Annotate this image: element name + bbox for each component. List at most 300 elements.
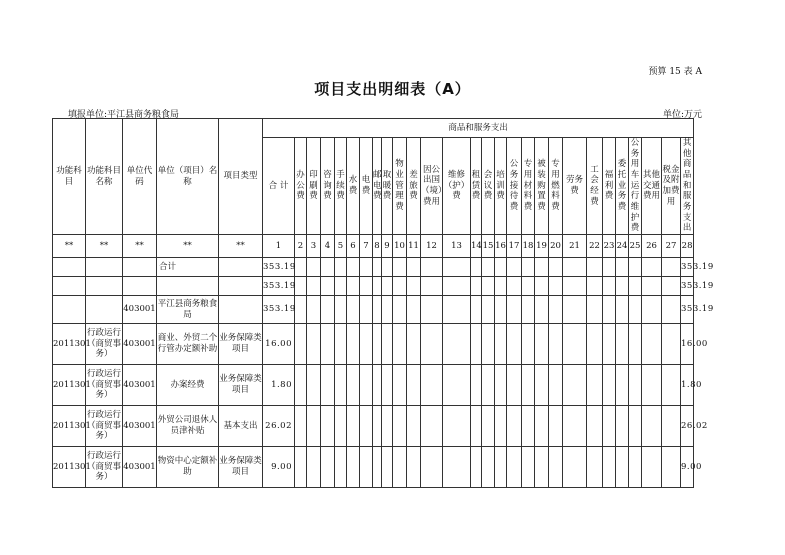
cell-empty	[335, 324, 347, 365]
cell-project-type	[219, 258, 263, 277]
cell-total: 353.19	[263, 277, 295, 296]
cell-empty	[307, 296, 321, 324]
cell-empty	[563, 324, 587, 365]
cell-empty	[522, 296, 535, 324]
cell-empty	[321, 447, 335, 488]
cell-function-name: 行政运行（商贸事务）	[86, 447, 123, 488]
cell-empty	[535, 365, 549, 406]
cell-other-expense: 9.00	[681, 447, 694, 488]
sub-header-27: 税金及附加费用	[662, 138, 681, 235]
cell-empty	[443, 365, 471, 406]
cell-empty	[443, 406, 471, 447]
cell-empty	[507, 296, 522, 324]
cell-empty	[629, 365, 642, 406]
cell-empty	[587, 365, 603, 406]
cell-project-type: 业务保障类项目	[219, 324, 263, 365]
cell-empty	[495, 406, 507, 447]
sub-header-4: 咨询费	[321, 138, 335, 235]
cell-other-expense: 353.19	[681, 296, 694, 324]
cell-empty	[307, 447, 321, 488]
cell-empty	[482, 447, 495, 488]
cell-empty	[407, 277, 421, 296]
cell-empty	[507, 258, 522, 277]
cell-project-name: 物资中心定额补助	[157, 447, 219, 488]
sub-header-20: 专用燃料费	[549, 138, 563, 235]
cell-empty	[495, 296, 507, 324]
cell-empty	[360, 324, 373, 365]
cell-empty	[393, 258, 407, 277]
cell-unit-code: 403001	[123, 365, 157, 406]
cell-total: 1.80	[263, 365, 295, 406]
column-number: 19	[535, 235, 549, 258]
cell-empty	[616, 365, 629, 406]
cell-other-expense: 353.19	[681, 258, 694, 277]
sub-header-22: 工会经费	[587, 138, 603, 235]
cell-empty	[507, 447, 522, 488]
cell-function-code: 2011301	[53, 447, 86, 488]
cell-empty	[522, 324, 535, 365]
cell-empty	[603, 324, 616, 365]
cell-empty	[421, 324, 443, 365]
sub-header-26: 其他交通费用	[642, 138, 662, 235]
cell-empty	[382, 365, 393, 406]
cell-empty	[373, 296, 382, 324]
cell-function-name: 行政运行（商贸事务）	[86, 324, 123, 365]
sub-header-17: 公务接待费	[507, 138, 522, 235]
sub-header-2: 办公费	[295, 138, 307, 235]
cell-empty	[471, 365, 482, 406]
cell-empty	[549, 277, 563, 296]
cell-empty	[421, 365, 443, 406]
cell-empty	[616, 447, 629, 488]
cell-empty	[321, 365, 335, 406]
cell-empty	[373, 324, 382, 365]
column-number: 22	[587, 235, 603, 258]
cell-empty	[471, 324, 482, 365]
cell-empty	[321, 296, 335, 324]
cell-empty	[373, 447, 382, 488]
cell-empty	[335, 277, 347, 296]
cell-empty	[407, 365, 421, 406]
cell-empty	[407, 324, 421, 365]
cell-function-name: 行政运行（商贸事务）	[86, 406, 123, 447]
cell-empty	[360, 447, 373, 488]
cell-empty	[307, 258, 321, 277]
sub-header-13: 维修（护）费	[443, 138, 471, 235]
sub-header-7: 电费	[360, 138, 373, 235]
cell-empty	[603, 258, 616, 277]
cell-total: 26.02	[263, 406, 295, 447]
cell-empty	[393, 447, 407, 488]
table-row	[53, 447, 727, 488]
cell-function-code: 2011301	[53, 365, 86, 406]
cell-empty	[335, 258, 347, 277]
cell-empty	[549, 324, 563, 365]
cell-empty	[347, 406, 360, 447]
column-number: 8	[373, 235, 382, 258]
cell-unit-code	[123, 277, 157, 296]
form-code: 预算 15 表 A	[648, 67, 702, 77]
cell-empty	[443, 447, 471, 488]
cell-empty	[549, 406, 563, 447]
cell-project-type: 业务保障类项目	[219, 365, 263, 406]
cell-total: 353.19	[263, 258, 295, 277]
cell-empty	[549, 365, 563, 406]
cell-empty	[629, 277, 642, 296]
cell-empty	[421, 258, 443, 277]
cell-empty	[642, 365, 662, 406]
cell-project-type	[219, 296, 263, 324]
cell-empty	[307, 324, 321, 365]
sub-header-15: 会议费	[482, 138, 495, 235]
cell-empty	[522, 258, 535, 277]
cell-empty	[587, 406, 603, 447]
cell-total: 9.00	[263, 447, 295, 488]
cell-empty	[662, 258, 681, 277]
cell-empty	[407, 447, 421, 488]
page-title: 项目支出明细表（A）	[314, 80, 471, 98]
column-number: 13	[443, 235, 471, 258]
cell-empty	[563, 365, 587, 406]
cell-function-name	[86, 258, 123, 277]
cell-empty	[642, 277, 662, 296]
cell-empty	[482, 258, 495, 277]
cell-empty	[307, 365, 321, 406]
cell-empty	[629, 447, 642, 488]
cell-empty	[471, 406, 482, 447]
header-left-5: 项目类型	[219, 119, 263, 235]
cell-empty	[642, 447, 662, 488]
column-number: 1	[263, 235, 295, 258]
cell-empty	[295, 447, 307, 488]
cell-empty	[321, 406, 335, 447]
cell-function-code	[53, 258, 86, 277]
index-marker: **	[123, 235, 157, 258]
cell-empty	[642, 258, 662, 277]
cell-empty	[535, 296, 549, 324]
column-number: 12	[421, 235, 443, 258]
column-number: 2	[295, 235, 307, 258]
cell-empty	[629, 258, 642, 277]
cell-empty	[616, 296, 629, 324]
cell-empty	[347, 277, 360, 296]
cell-empty	[335, 296, 347, 324]
cell-empty	[421, 447, 443, 488]
cell-empty	[522, 447, 535, 488]
cell-empty	[482, 277, 495, 296]
cell-empty	[507, 324, 522, 365]
cell-empty	[393, 277, 407, 296]
cell-empty	[603, 296, 616, 324]
cell-empty	[495, 258, 507, 277]
column-number: 14	[471, 235, 482, 258]
cell-project-name: 合计	[157, 258, 219, 277]
cell-empty	[616, 277, 629, 296]
cell-empty	[443, 324, 471, 365]
cell-empty	[563, 296, 587, 324]
cell-empty	[471, 296, 482, 324]
cell-function-name	[86, 296, 123, 324]
column-number: 6	[347, 235, 360, 258]
cell-empty	[321, 324, 335, 365]
cell-unit-code: 403001	[123, 447, 157, 488]
cell-function-code	[53, 296, 86, 324]
sub-header-3: 印刷费	[307, 138, 321, 235]
cell-empty	[360, 296, 373, 324]
cell-project-name: 外贸公司退休人员津补贴	[157, 406, 219, 447]
cell-empty	[482, 296, 495, 324]
column-number: 3	[307, 235, 321, 258]
index-marker: **	[219, 235, 263, 258]
cell-empty	[382, 296, 393, 324]
unit-label: 单位:万元	[662, 110, 702, 120]
cell-empty	[549, 447, 563, 488]
cell-empty	[495, 277, 507, 296]
sub-header-24: 委托业务费	[616, 138, 629, 235]
cell-empty	[295, 277, 307, 296]
cell-empty	[662, 365, 681, 406]
cell-empty	[563, 258, 587, 277]
header-left-3: 单位代码	[123, 119, 157, 235]
cell-empty	[616, 324, 629, 365]
cell-other-expense: 353.19	[681, 277, 694, 296]
cell-empty	[603, 447, 616, 488]
cell-empty	[421, 406, 443, 447]
cell-empty	[347, 447, 360, 488]
cell-empty	[307, 277, 321, 296]
column-number: 15	[482, 235, 495, 258]
cell-empty	[373, 277, 382, 296]
header-left-2: 功能科目名称	[86, 119, 123, 235]
table-row	[53, 258, 727, 277]
sub-header-18: 专用材料费	[522, 138, 535, 235]
cell-empty	[563, 406, 587, 447]
cell-empty	[373, 406, 382, 447]
table-row	[53, 406, 727, 447]
cell-empty	[603, 365, 616, 406]
cell-project-type: 基本支出	[219, 406, 263, 447]
sub-header-1: 合 计	[263, 138, 295, 235]
index-marker: **	[157, 235, 219, 258]
sub-header-5: 手续费	[335, 138, 347, 235]
column-number: 18	[522, 235, 535, 258]
cell-empty	[482, 406, 495, 447]
cell-empty	[393, 406, 407, 447]
cell-empty	[335, 447, 347, 488]
cell-empty	[563, 277, 587, 296]
sub-header-12: 因公出国（境）费用	[421, 138, 443, 235]
cell-project-type	[219, 277, 263, 296]
header-left-4: 单位（项目）名称	[157, 119, 219, 235]
column-number: 9	[382, 235, 393, 258]
cell-empty	[295, 406, 307, 447]
sub-header-19: 被装购置费	[535, 138, 549, 235]
cell-empty	[662, 447, 681, 488]
cell-empty	[522, 365, 535, 406]
cell-total: 353.19	[263, 296, 295, 324]
cell-empty	[662, 406, 681, 447]
index-marker: **	[86, 235, 123, 258]
cell-empty	[382, 447, 393, 488]
column-number: 21	[563, 235, 587, 258]
sub-header-14: 租赁费	[471, 138, 482, 235]
cell-empty	[507, 277, 522, 296]
cell-empty	[295, 365, 307, 406]
cell-empty	[629, 296, 642, 324]
column-number: 17	[507, 235, 522, 258]
cell-empty	[495, 324, 507, 365]
cell-empty	[347, 324, 360, 365]
cell-empty	[535, 447, 549, 488]
cell-empty	[407, 296, 421, 324]
sub-header-25: 公务用车运行维护费	[629, 138, 642, 235]
cell-empty	[295, 258, 307, 277]
cell-empty	[471, 277, 482, 296]
cell-empty	[393, 296, 407, 324]
cell-empty	[662, 324, 681, 365]
cell-empty	[522, 406, 535, 447]
cell-empty	[347, 365, 360, 406]
sub-header-10: 物业管理费	[393, 138, 407, 235]
column-number: 7	[360, 235, 373, 258]
cell-empty	[382, 406, 393, 447]
column-number: 24	[616, 235, 629, 258]
cell-empty	[629, 406, 642, 447]
cell-empty	[335, 406, 347, 447]
cell-project-type: 业务保障类项目	[219, 447, 263, 488]
cell-empty	[616, 406, 629, 447]
sub-header-11: 差旅费	[407, 138, 421, 235]
cell-empty	[616, 258, 629, 277]
sub-header-6: 水费	[347, 138, 360, 235]
column-number: 28	[681, 235, 694, 258]
sub-header-28: 其他商品和服务支出	[681, 138, 694, 235]
column-number: 10	[393, 235, 407, 258]
column-number: 26	[642, 235, 662, 258]
cell-empty	[603, 277, 616, 296]
cell-empty	[443, 296, 471, 324]
cell-empty	[507, 365, 522, 406]
cell-empty	[587, 296, 603, 324]
cell-other-expense: 16.00	[681, 324, 694, 365]
column-number: 5	[335, 235, 347, 258]
cell-empty	[642, 406, 662, 447]
cell-function-name: 行政运行（商贸事务）	[86, 365, 123, 406]
column-number: 25	[629, 235, 642, 258]
cell-empty	[407, 258, 421, 277]
cell-empty	[382, 277, 393, 296]
cell-empty	[495, 447, 507, 488]
cell-empty	[522, 277, 535, 296]
cell-empty	[321, 258, 335, 277]
cell-empty	[662, 277, 681, 296]
cell-unit-code: 403001	[123, 324, 157, 365]
table-row	[53, 365, 727, 406]
cell-empty	[535, 324, 549, 365]
sub-header-9: 取暖费	[382, 138, 393, 235]
cell-empty	[549, 258, 563, 277]
cell-empty	[382, 324, 393, 365]
cell-empty	[662, 296, 681, 324]
cell-empty	[307, 406, 321, 447]
cell-total: 16.00	[263, 324, 295, 365]
sub-header-16: 培训费	[495, 138, 507, 235]
cell-empty	[347, 258, 360, 277]
cell-project-name: 商业、外贸二个行管办定额补助	[157, 324, 219, 365]
cell-empty	[321, 277, 335, 296]
cell-empty	[421, 277, 443, 296]
cell-project-name	[157, 277, 219, 296]
sub-header-21: 劳务费	[563, 138, 587, 235]
cell-empty	[393, 324, 407, 365]
sub-header-8: 邮电费	[373, 138, 382, 235]
table-row	[53, 296, 727, 324]
cell-empty	[507, 406, 522, 447]
cell-empty	[587, 277, 603, 296]
cell-empty	[587, 324, 603, 365]
group-header: 商品和服务支出	[263, 119, 694, 138]
cell-empty	[360, 258, 373, 277]
header-left-1: 功能科目	[53, 119, 86, 235]
cell-empty	[587, 258, 603, 277]
cell-empty	[335, 365, 347, 406]
cell-function-name	[86, 277, 123, 296]
cell-unit-code: 403001	[123, 406, 157, 447]
cell-empty	[347, 296, 360, 324]
cell-empty	[382, 258, 393, 277]
cell-empty	[549, 296, 563, 324]
reporting-unit: 填报单位:平江县商务粮食局	[68, 110, 180, 120]
cell-function-code	[53, 277, 86, 296]
cell-empty	[642, 324, 662, 365]
cell-other-expense: 1.80	[681, 365, 694, 406]
cell-empty	[535, 258, 549, 277]
cell-empty	[482, 324, 495, 365]
cell-empty	[482, 365, 495, 406]
column-number: 4	[321, 235, 335, 258]
index-marker: **	[53, 235, 86, 258]
table-row	[53, 277, 727, 296]
sub-header-23: 福利费	[603, 138, 616, 235]
column-number: 11	[407, 235, 421, 258]
cell-empty	[563, 447, 587, 488]
cell-empty	[393, 365, 407, 406]
cell-other-expense: 26.02	[681, 406, 694, 447]
cell-empty	[360, 277, 373, 296]
column-number: 27	[662, 235, 681, 258]
cell-empty	[373, 365, 382, 406]
cell-empty	[471, 447, 482, 488]
cell-function-code: 2011301	[53, 324, 86, 365]
cell-empty	[535, 277, 549, 296]
budget-table	[52, 118, 727, 488]
cell-empty	[587, 447, 603, 488]
cell-unit-code: 403001	[123, 296, 157, 324]
cell-empty	[471, 258, 482, 277]
cell-empty	[535, 406, 549, 447]
cell-function-code: 2011301	[53, 406, 86, 447]
cell-unit-code	[123, 258, 157, 277]
cell-empty	[443, 258, 471, 277]
cell-empty	[295, 324, 307, 365]
column-number: 23	[603, 235, 616, 258]
cell-empty	[443, 277, 471, 296]
cell-empty	[642, 296, 662, 324]
table-row	[53, 324, 727, 365]
cell-empty	[373, 258, 382, 277]
cell-project-name: 平江县商务粮食局	[157, 296, 219, 324]
column-number: 16	[495, 235, 507, 258]
